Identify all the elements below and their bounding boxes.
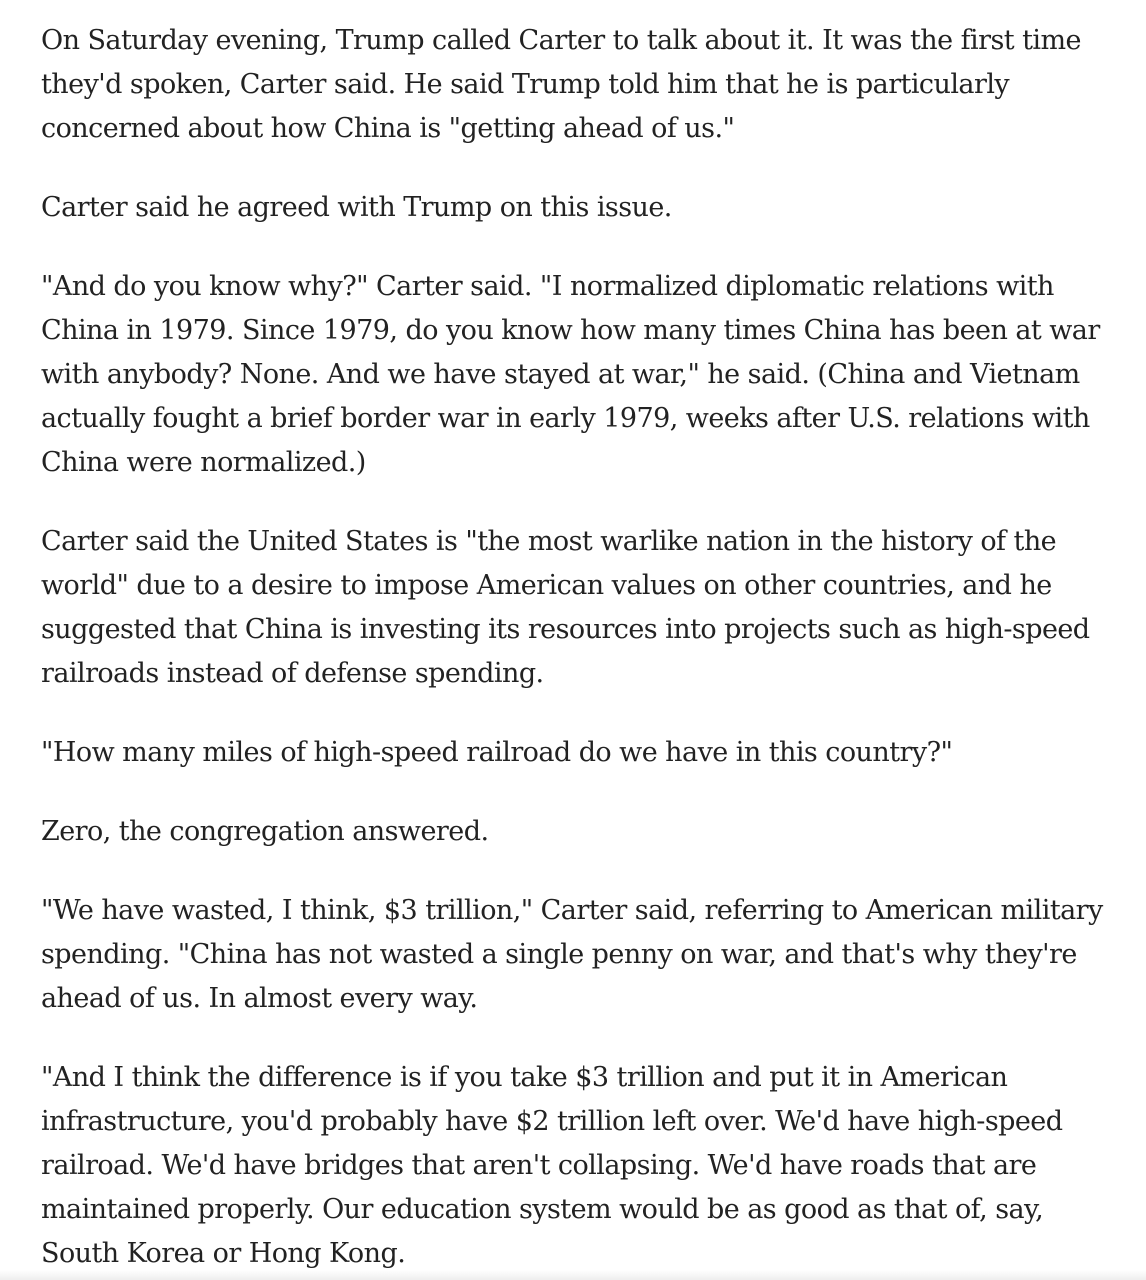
article-body bbox=[41, 19, 1121, 1276]
article-paragraph-4: Carter said the United States is "the most warlike nation in the history of the world" due to a desire to impose American values on other countries, and he suggested that China is investing its resources into projects such as high-speed railroads instead of defense spending. bbox=[41, 526, 1090, 689]
article-paragraph-5: "How many miles of high-speed railroad do we have in this country?" bbox=[41, 737, 953, 768]
article-paragraph-8: "And I think the difference is if you take $3 trillion and put it in American infrastructure, you'd probably have $2 trillion left over. We'd have high-speed railroad. We'd have bridges that aren't collapsing. We'd have roads that are maintained properly. Our education system would be as good as that of, say, South Korea or Hong Kong. bbox=[41, 1062, 1063, 1269]
article-paragraph-2: Carter said he agreed with Trump on this issue. bbox=[41, 192, 672, 223]
article-paragraph-6: Zero, the congregation answered. bbox=[41, 816, 489, 847]
article-paragraph-1: On Saturday evening, Trump called Carter to talk about it. It was the first time they'd spoken, Carter said. He said Trump told him that he is particularly concerned about how China is "getting ahead of us." bbox=[41, 25, 1081, 144]
bottom-edge-shadow bbox=[0, 1270, 1146, 1280]
article-paragraph-7: "We have wasted, I think, $3 trillion," Carter said, referring to American military spending. "China has not wasted a single penny on war, and that's why they're ahead of us. In almost every way. bbox=[41, 895, 1103, 1014]
article-paragraph-3: "And do you know why?" Carter said. "I normalized diplomatic relations with China in 1979. Since 1979, do you know how many times China has been at war with anybody? None. And we have stayed at war," he said. (China and Vietnam actually fought a brief border war in early 1979, weeks after U.S. relations with China were normalized.) bbox=[41, 271, 1100, 478]
